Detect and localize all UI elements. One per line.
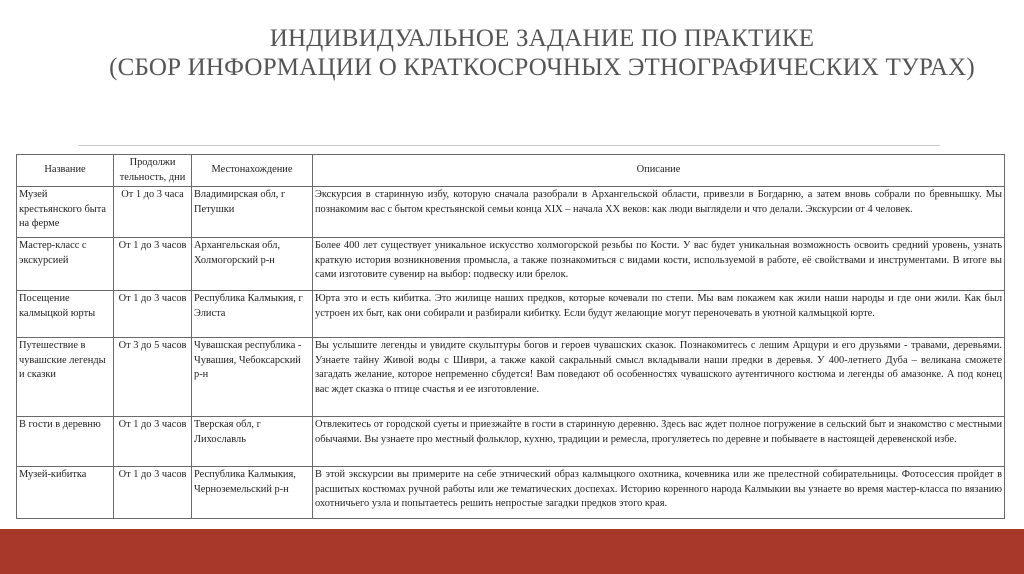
table-row: [17, 291, 1005, 338]
cell-location: Чувашская республика - Чувашия, Чебоксарский р-н: [192, 338, 313, 417]
cell-description: Отвлекитесь от городской суеты и приезжайте в гости в старинную деревню. Здесь вас ждет полное погружение в сельский быт и знакомство с местными обычаями. Вы узнаете про местный фольклор, кухню, традиции и ремесла, прогуляетесь по деревне и побываете в настоящей деревенской избе.: [313, 417, 1005, 467]
cell-name: В гости в деревню: [17, 417, 114, 467]
cell-duration: От 1 до 3 часов: [114, 238, 192, 291]
cell-description: Вы услышите легенды и увидите скульптуры богов и героев чувашских сказок. Познакомитесь с лешим Арщури и его друзьями - травами, деревьями. Узнаете тайну Живой воды с Шиври, а также какой сакральный смысл вкладывали наши предки в деревья. У 400-летнего Дуба – великана сможете загадать желание, которое непременно сбудется! Вам поведают об особенностях чувашского аутентичного костюма и легенды об амазонке. А под конец вас ждет сказка о птице счастья и ее изготовление.: [313, 338, 1005, 417]
header-description: Описание: [313, 155, 1005, 187]
cell-location: Архангельская обл, Холмогорский р-н: [192, 238, 313, 291]
cell-location: Тверская обл, г Лихославль: [192, 417, 313, 467]
cell-location: Владимирская обл, г Петушки: [192, 187, 313, 238]
cell-description: Экскурсия в старинную избу, которую сначала разобрали в Архангельской области, привезли в Богдарню, а затем вновь собрали по бревнышку. Мы познакомим вас с бытом крестьянской семьи конца XIX – начала XX веков: как люди выглядели и что делали. Экскурсии от 4 человек.: [313, 187, 1005, 238]
cell-name: Музей крестьянского быта на ферме: [17, 187, 114, 238]
table-row: [17, 338, 1005, 417]
cell-name: Музей-кибитка: [17, 467, 114, 519]
cell-name: Посещение калмыцкой юрты: [17, 291, 114, 338]
cell-duration: От 1 до 3 часа: [114, 187, 192, 238]
header-location: Местонахождение: [192, 155, 313, 187]
title-divider: [78, 145, 940, 146]
table-row: [17, 238, 1005, 291]
title-line-2: (СБОР ИНФОРМАЦИИ О КРАТКОСРОЧНЫХ ЭТНОГРАФИЧЕСКИХ ТУРАХ): [109, 54, 975, 81]
cell-name: Путешествие в чувашские легенды и сказки: [17, 338, 114, 417]
table-header-row: [17, 155, 1005, 187]
cell-location: Республика Калмыкия, г Элиста: [192, 291, 313, 338]
header-name: Название: [17, 155, 114, 187]
cell-description: В этой экскурсии вы примерите на себе этнический образ калмыцкого охотника, кочевника или же прелестной собирательницы. Фотосессия пройдет в расшитых костюмах ручной работы или же тематических доспехах. Историю коренного народа Калмыкии вы узнаете во время мастер-класса по вязанию охотничьего узла и попытаетесь решить непростые загадки предков этого края.: [313, 467, 1005, 519]
header-duration: Продолжи тельность, дни: [114, 155, 192, 187]
title-line-1: ИНДИВИДУАЛЬНОЕ ЗАДАНИЕ ПО ПРАКТИКЕ: [269, 25, 815, 52]
cell-duration: От 1 до 3 часов: [114, 291, 192, 338]
cell-location: Республика Калмыкия, Черноземельский р-н: [192, 467, 313, 519]
cell-description: Юрта это и есть кибитка. Это жилище наших предков, которые кочевали по степи. Мы вам покажем как жили наши народы и где они жили. Как был устроен их быт, как они собирали и разбирали кибитку. Если будут желающие могут переночевать в уютной калмыцкой юрте.: [313, 291, 1005, 338]
cell-duration: От 1 до 3 часов: [114, 417, 192, 467]
table-row: [17, 417, 1005, 467]
cell-duration: От 3 до 5 часов: [114, 338, 192, 417]
tours-table: [16, 154, 1005, 519]
footer-bar: [0, 529, 1024, 574]
table-row: [17, 467, 1005, 519]
table-row: [17, 187, 1005, 238]
slide-title: [60, 24, 1024, 82]
cell-duration: От 1 до 3 часов: [114, 467, 192, 519]
cell-description: Более 400 лет существует уникальное искусство холмогорской резьбы по Кости. У вас будет уникальная возможность освоить средний уровень, узнать краткую история возникновения промысла, а также познакомиться с видами кости, используемой в работе, её свойствами и инструментами. В итоге вы сами изготовите сувенир на выбор: подвеску или брелок.: [313, 238, 1005, 291]
cell-name: Мастер-класс с экскурсией: [17, 238, 114, 291]
